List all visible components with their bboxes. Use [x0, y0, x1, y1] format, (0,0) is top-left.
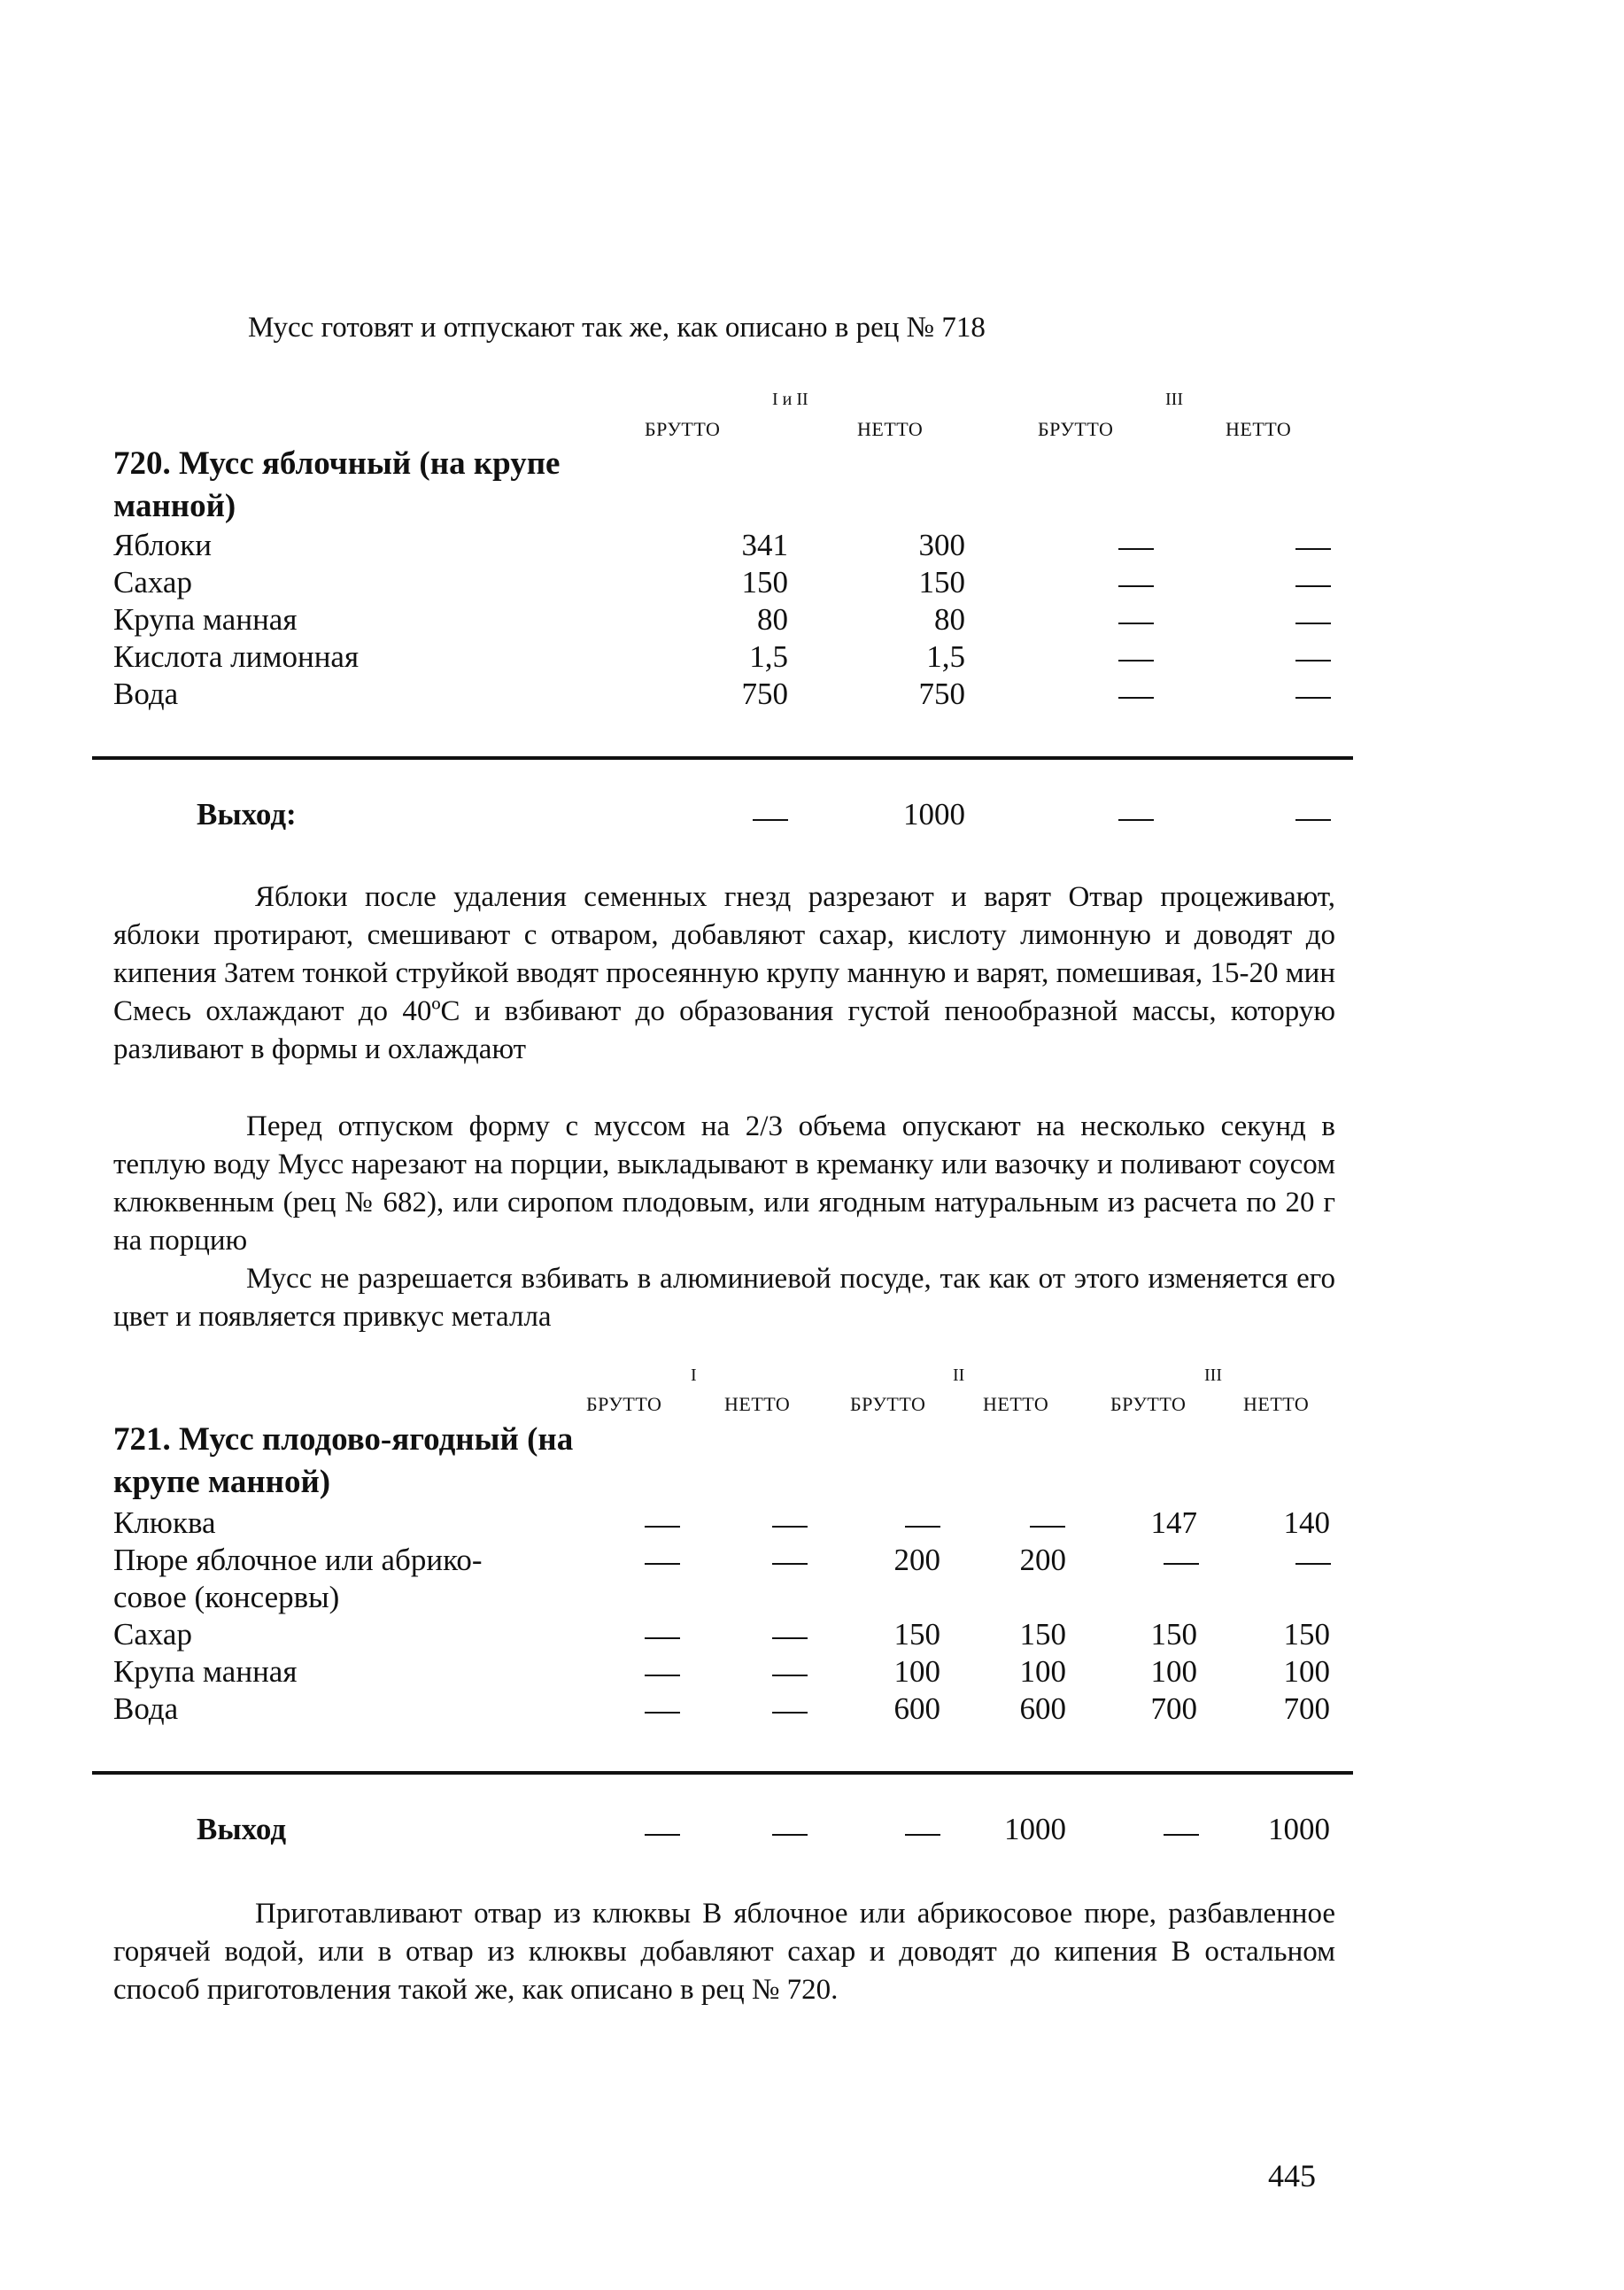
ingredient-name: Кислота лимонная [113, 639, 360, 674]
group-label-1: I [691, 1365, 697, 1385]
dash [905, 1526, 940, 1528]
netto-value: 150 [1019, 1617, 1066, 1652]
col-brutto-1: БРУТТО [586, 1393, 662, 1415]
dash [905, 1834, 940, 1836]
dash [1118, 697, 1154, 699]
dash [1118, 660, 1154, 661]
group-label-1-2: I и II [772, 390, 808, 409]
dash [772, 1675, 808, 1676]
dash [1118, 819, 1154, 821]
col-netto-2: НЕТТО [1226, 418, 1292, 440]
yield-netto-2: 1000 [1004, 1812, 1066, 1846]
yield-netto-3: 1000 [1268, 1812, 1330, 1846]
dash [1118, 585, 1154, 587]
ingredient-name: Крупа манная [113, 1654, 298, 1689]
ingredient-name: Крупа манная [113, 602, 298, 637]
dash [753, 819, 788, 821]
table-rule [92, 756, 1353, 760]
netto-value: 140 [1283, 1505, 1330, 1540]
netto-value: 100 [1019, 1654, 1066, 1689]
ingredient-name: Клюква [113, 1505, 216, 1540]
dash [1164, 1834, 1199, 1836]
netto-value: 80 [934, 602, 965, 637]
dash [1030, 1526, 1065, 1528]
dash [1295, 1563, 1331, 1565]
ingredient-name: Сахар [113, 1617, 192, 1652]
dash [1295, 660, 1331, 661]
netto-value: 750 [918, 677, 965, 711]
recipe-720-title-line2: манной) [113, 488, 236, 524]
dash [645, 1526, 680, 1528]
ingredient-name: Сахар [113, 565, 192, 600]
dash [1295, 697, 1331, 699]
dash [1295, 585, 1331, 587]
brutto-value: 100 [893, 1654, 940, 1689]
group-label-2: II [953, 1365, 965, 1385]
brutto-value: 150 [1150, 1617, 1197, 1652]
dash [645, 1675, 680, 1676]
netto-value: 300 [918, 528, 965, 562]
dash [772, 1563, 808, 1565]
brutto-value: 1,5 [749, 639, 788, 674]
brutto-value: 80 [757, 602, 788, 637]
dash [645, 1637, 680, 1639]
dash [1295, 819, 1331, 821]
yield-netto: 1000 [903, 797, 965, 832]
netto-value: 600 [1019, 1691, 1066, 1726]
col-brutto-2: БРУТТО [850, 1393, 926, 1415]
recipe-720-title-line1: 720. Мусс яблочный (на крупе [113, 445, 561, 482]
brutto-value: 200 [893, 1543, 940, 1577]
dash [1295, 623, 1331, 624]
dash [1164, 1563, 1199, 1565]
dash [645, 1563, 680, 1565]
netto-value: 700 [1283, 1691, 1330, 1726]
group-label-3: III [1165, 390, 1183, 409]
col-netto-3: НЕТТО [1243, 1393, 1310, 1415]
brutto-value: 700 [1150, 1691, 1197, 1726]
brutto-value: 750 [741, 677, 788, 711]
brutto-value: 150 [893, 1617, 940, 1652]
serving-paragraph: Перед отпуском форму с муссом на 2/3 объема опускают на несколько секунд в теплую воду Мусс нарезают на порции, выкладывают в креманку или вазочку и поливают соусом клюквенным (рец № 682), или сиропом плодовым, или ягодным натуральным из расчета по 20 г на порцию [113, 1110, 1335, 1257]
dash [772, 1637, 808, 1639]
ingredient-name: Вода [113, 677, 179, 711]
dash [645, 1834, 680, 1836]
yield-label: Выход [197, 1812, 287, 1846]
method-paragraph: Яблоки после удаления семенных гнезд разрезают и варят Отвар процеживают, яблоки протирают, смешивают с отваром, добавляют сахар, кислоту лимонную и доводят до кипения Затем тонкой струйкой вводят просеянную крупу манную и варят, помешивая, 15-20 мин Смесь охлаждают до 40ºС и взбивают до образования густой пенообразной массы, которую разливают в формы и охлаждают [113, 881, 1335, 1065]
ingredient-name: Вода [113, 1691, 179, 1726]
netto-value: 100 [1283, 1654, 1330, 1689]
brutto-value: 341 [741, 528, 788, 562]
brutto-value: 600 [893, 1691, 940, 1726]
netto-value: 150 [1283, 1617, 1330, 1652]
yield-label: Выход: [197, 797, 297, 832]
col-brutto-3: БРУТТО [1110, 1393, 1187, 1415]
intro-line: Мусс готовят и отпускают так же, как описано в рец № 718 [248, 312, 986, 344]
brutto-value: 147 [1150, 1505, 1197, 1540]
dash [772, 1526, 808, 1528]
recipe-721-title-line2: крупе манной) [113, 1464, 331, 1500]
note-paragraph: Мусс не разрешается взбивать в алюминиевой посуде, так как от этого изменяется его цвет и появляется привкус металла [113, 1263, 1335, 1333]
ingredient-name: Яблоки [113, 528, 212, 562]
group-label-3: III [1204, 1365, 1222, 1385]
col-netto-1: НЕТТО [724, 1393, 791, 1415]
netto-value: 1,5 [926, 639, 965, 674]
col-brutto-2: БРУТТО [1038, 418, 1114, 440]
recipe-721-title-line1: 721. Мусс плодово-ягодный (на [113, 1421, 574, 1458]
table-rule [92, 1771, 1353, 1775]
col-netto-2: НЕТТО [983, 1393, 1049, 1415]
dash [772, 1712, 808, 1714]
dash [1295, 548, 1331, 550]
ingredient-name: Пюре яблочное или абрико- [113, 1543, 483, 1577]
page-number: 445 [1268, 2158, 1316, 2193]
ingredient-name-cont: совое (консервы) [113, 1580, 340, 1614]
netto-value: 150 [918, 565, 965, 600]
dash [772, 1834, 808, 1836]
brutto-value: 150 [741, 565, 788, 600]
col-netto-1: НЕТТО [857, 418, 924, 440]
brutto-value: 100 [1150, 1654, 1197, 1689]
dash [1118, 623, 1154, 624]
dash [645, 1712, 680, 1714]
netto-value: 200 [1019, 1543, 1066, 1577]
col-brutto-1: БРУТТО [645, 418, 721, 440]
dash [1118, 548, 1154, 550]
method-paragraph: Приготавливают отвар из клюквы В яблочное или абрикосовое пюре, разбавленное горячей водой, или в отвар из клюквы добавляют сахар и доводят до кипения В остальном способ приготовления такой же, как описано в рец № 720. [113, 1898, 1335, 2006]
